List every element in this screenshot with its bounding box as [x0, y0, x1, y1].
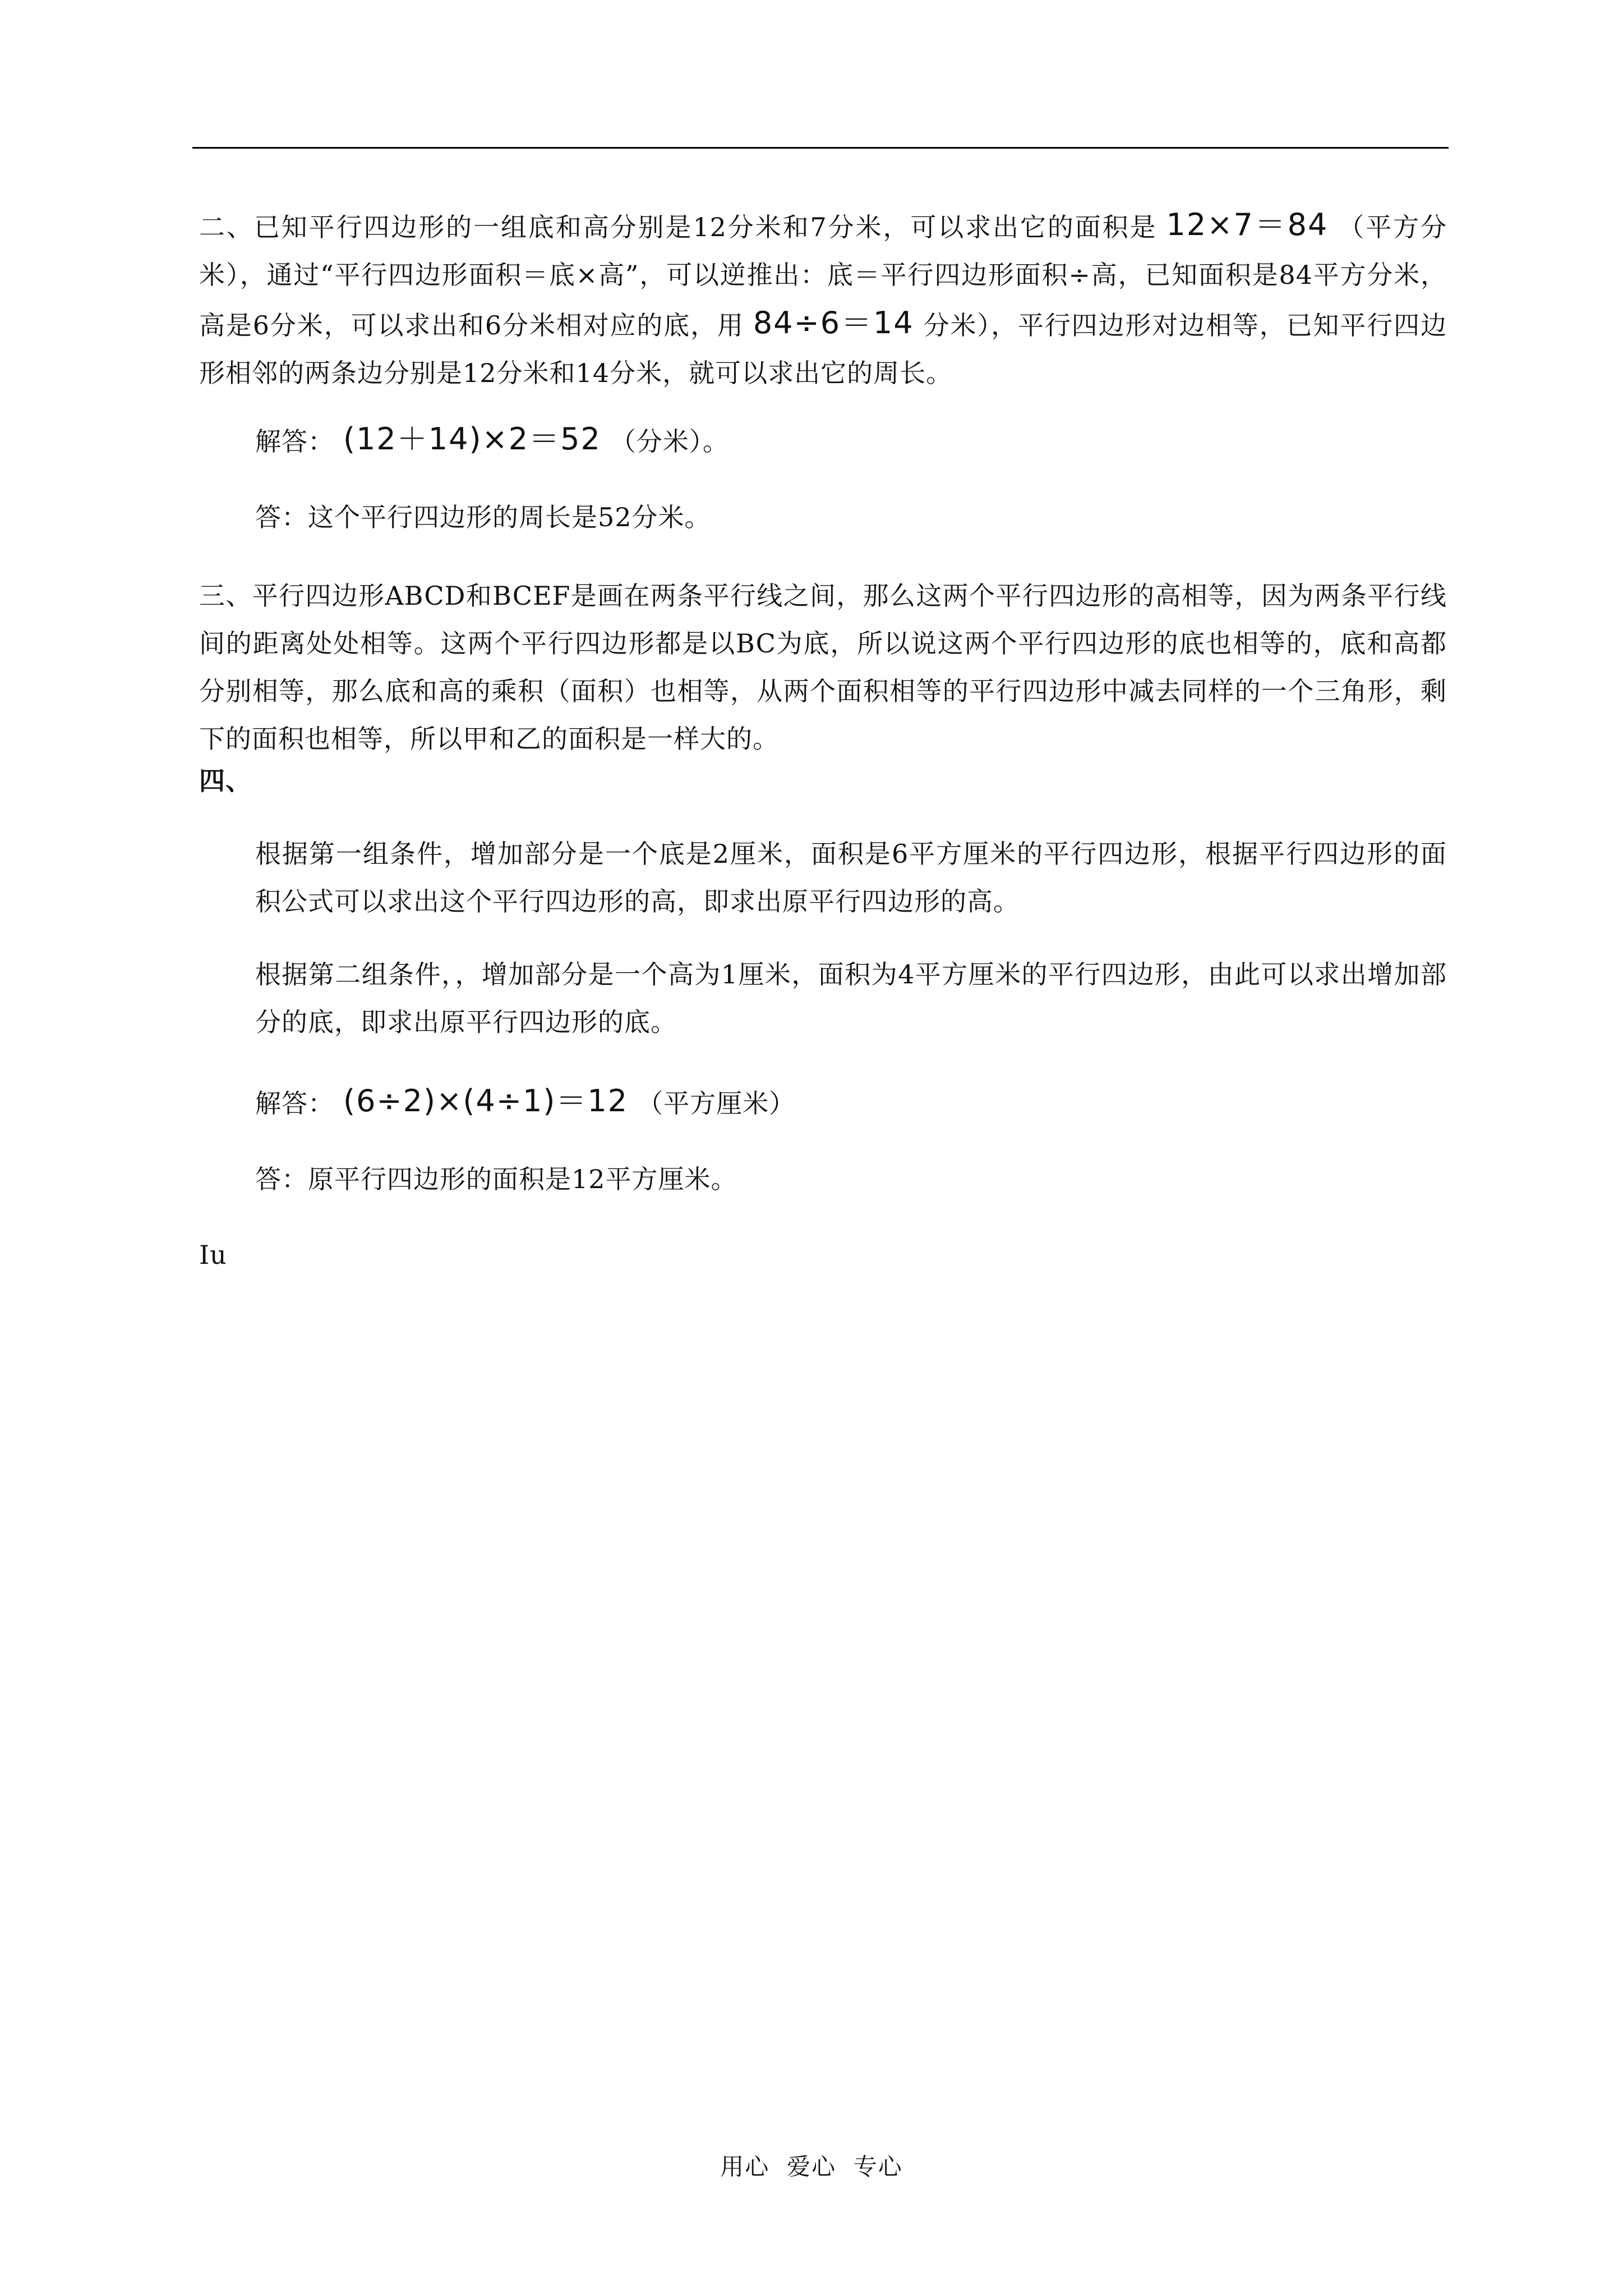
section-4-solution — [255, 1077, 1447, 1128]
solution-unit: （平方厘米） — [637, 1088, 796, 1119]
section-2-paragraph — [199, 201, 1447, 397]
page-footer: 用心 爱心 专心 — [720, 2153, 903, 2180]
section-4-paragraph-2: 根据第二组条件，，增加部分是一个高为1厘米，面积为4平方厘米的平行四边形，由此可以求出增加部分的底，即求出原平行四边形的底。 — [255, 959, 1447, 1037]
section-4-answer: 答：原平行四边形的面积是12平方厘米。 — [255, 1164, 737, 1194]
solution-unit: （分米）。 — [610, 426, 729, 457]
section-2-text-1: 二、已知平行四边形的一组底和高分别是12分米和7分米，可以求出它的面积是 — [199, 212, 1158, 242]
section-2-text-3: 分米），平行四边形对边相等，已知平行四边形相邻的两条边分别是12分米和14分米，就可以求出它的周长。 — [199, 310, 1447, 388]
solution-label: 解答： — [255, 426, 334, 457]
section-2-text-2: （平方分米），通过“平行四边形面积＝底×高”，可以逆推出：底＝平行四边形面积÷高，已知面积是84平方分米，高是6分米，可以求出和6分米相对应的底，用 — [199, 212, 1447, 341]
section-3-paragraph: 三、平行四边形ABCD和BCEF是画在两条平行线之间，那么这两个平行四边形的高相等，因为两条平行线间的距离处处相等。这两个平行四边形都是以BC为底，所以说这两个平行四边形的底也相等的，底和高都分别相等，那么底和高的乘积（面积）也相等，从两个面积相等的平行四边形中减去同样的一个三角形，剩下的面积也相等，所以甲和乙的面积是一样大的。 — [199, 581, 1447, 754]
base-formula: 84÷6＝14 — [753, 305, 914, 341]
solution-label: 解答： — [255, 1088, 334, 1119]
header-rule — [192, 147, 1449, 149]
area-formula: 12×7＝84 — [1166, 207, 1329, 242]
section-4-paragraph-1: 根据第一组条件，增加部分是一个底是2厘米，面积是6平方厘米的平行四边形，根据平行四边形的面积公式可以求出这个平行四边形的高，即求出原平行四边形的高。 — [255, 839, 1447, 917]
area-formula: (6÷2)×(4÷1)＝12 — [343, 1083, 629, 1119]
section-2-answer: 答：这个平行四边形的周长是52分米。 — [255, 502, 711, 532]
stray-text: Iu — [199, 1240, 227, 1270]
perimeter-formula: (12＋14)×2＝52 — [343, 421, 601, 457]
section-2-solution — [255, 415, 1447, 466]
section-4-heading: 四、 — [199, 766, 252, 796]
